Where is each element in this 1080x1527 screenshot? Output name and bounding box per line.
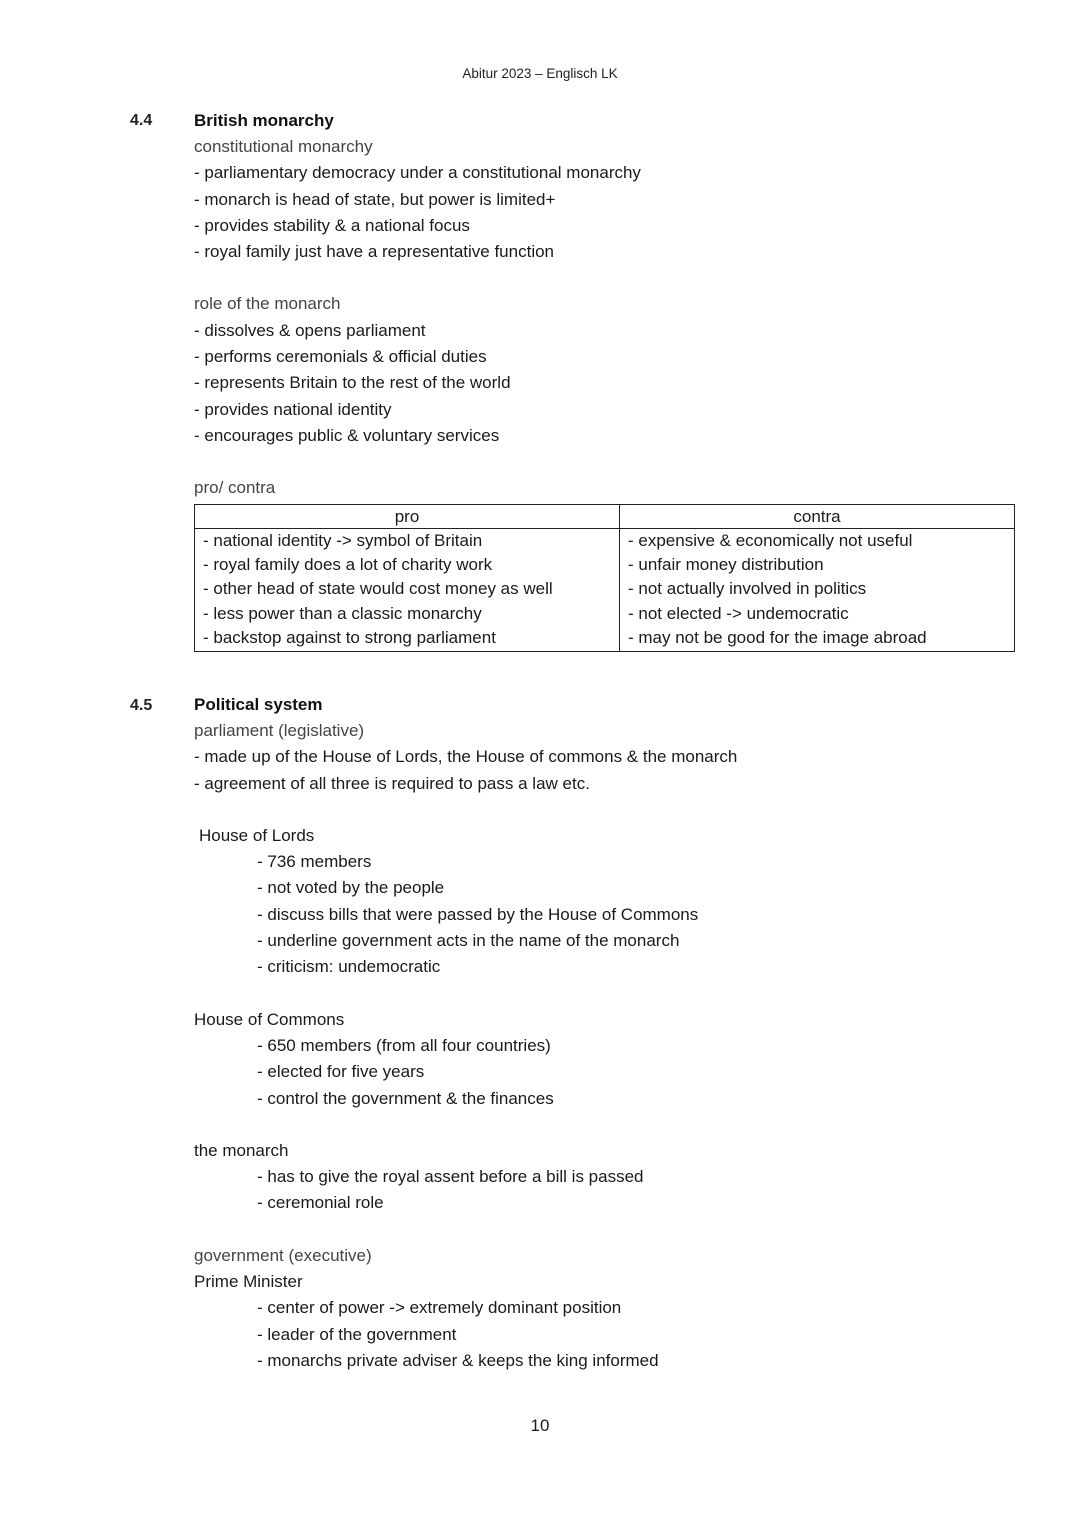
contra-cell: [620, 528, 1015, 651]
list-item: - made up of the House of Lords, the House of commons & the monarch: [194, 747, 738, 767]
list-item: - agreement of all three is required to pass a law etc.: [194, 773, 590, 793]
list-item: - leader of the government: [257, 1324, 457, 1344]
list-item: - represents Britain to the rest of the world: [194, 373, 511, 393]
subheading-house-of-lords: House of Lords: [199, 825, 315, 845]
list-item: - ceremonial role: [257, 1193, 384, 1213]
contra-item: - not actually involved in politics: [628, 579, 867, 599]
pro-item: - other head of state would cost money as well: [203, 579, 553, 599]
list-item: - criticism: undemocratic: [257, 957, 441, 977]
pro-item: - royal family does a lot of charity work: [203, 554, 493, 574]
subheading-role: role of the monarch: [194, 294, 341, 314]
subheading-prime-minister: Prime Minister: [194, 1272, 303, 1292]
section-number-4-5: 4.5: [130, 697, 153, 714]
list-item: - 736 members: [257, 852, 372, 872]
subheading-pro-contra: pro/ contra: [194, 478, 276, 498]
list-item: - provides stability & a national focus: [194, 215, 470, 235]
list-item: - underline government acts in the name of the monarch: [257, 931, 680, 951]
list-item: - provides national identity: [194, 399, 392, 419]
list-item: - has to give the royal assent before a bill is passed: [257, 1167, 644, 1187]
section-number-4-4: 4.4: [130, 112, 153, 129]
pro-item: - backstop against to strong parliament: [203, 628, 496, 648]
parliament-list: [194, 744, 1024, 797]
subheading-constitutional: constitutional monarchy: [194, 137, 373, 156]
list-item: - royal family just have a representative function: [194, 242, 555, 262]
pro-header: pro: [195, 504, 620, 528]
list-item: - dissolves & opens parliament: [194, 320, 426, 340]
contra-item: - expensive & economically not useful: [628, 530, 913, 550]
table-header-row: [195, 504, 1015, 528]
page-number: 10: [530, 1416, 550, 1435]
contra-item: - may not be good for the image abroad: [628, 628, 927, 648]
pro-item: - less power than a classic monarchy: [203, 603, 482, 623]
list-item: - discuss bills that were passed by the House of Commons: [257, 904, 699, 924]
list-item: - elected for five years: [257, 1062, 425, 1082]
commons-list: [194, 1033, 1024, 1112]
pro-item: - national identity -> symbol of Britain: [203, 530, 483, 550]
list-item: - center of power -> extremely dominant position: [257, 1298, 622, 1318]
subheading-house-of-commons: House of Commons: [194, 1009, 345, 1029]
pro-contra-table: [194, 504, 1015, 652]
section-title: British monarchy: [194, 111, 334, 130]
monarch-list: [194, 1164, 1024, 1217]
list-item: - control the government & the finances: [257, 1088, 554, 1108]
list-item: - encourages public & voluntary services: [194, 425, 500, 445]
table-row: [195, 528, 1015, 651]
list-item: - parliamentary democracy under a constitutional monarchy: [194, 163, 641, 183]
pro-cell: [195, 528, 620, 651]
list-item: - monarch is head of state, but power is limited+: [194, 189, 556, 209]
contra-item: - unfair money distribution: [628, 554, 824, 574]
subheading-the-monarch: the monarch: [194, 1140, 289, 1160]
prime-minister-list: [194, 1295, 1024, 1374]
contra-header: contra: [620, 504, 1015, 528]
contra-item: - not elected -> undemocratic: [628, 603, 849, 623]
constitutional-list: [194, 160, 1024, 265]
role-list: [194, 318, 1024, 449]
section-title: Political system: [194, 695, 323, 714]
subheading-parliament: parliament (legislative): [194, 721, 365, 740]
list-item: - monarchs private adviser & keeps the king informed: [257, 1350, 659, 1370]
subheading-government: government (executive): [194, 1245, 372, 1265]
list-item: - 650 members (from all four countries): [257, 1035, 551, 1055]
lords-list: [194, 849, 1024, 980]
section-political-system: [194, 692, 1024, 1374]
list-item: - performs ceremonials & official duties: [194, 347, 487, 367]
page-header: Abitur 2023 – Englisch LK: [462, 66, 618, 81]
list-item: - not voted by the people: [257, 878, 445, 898]
section-british-monarchy: [194, 108, 1024, 652]
